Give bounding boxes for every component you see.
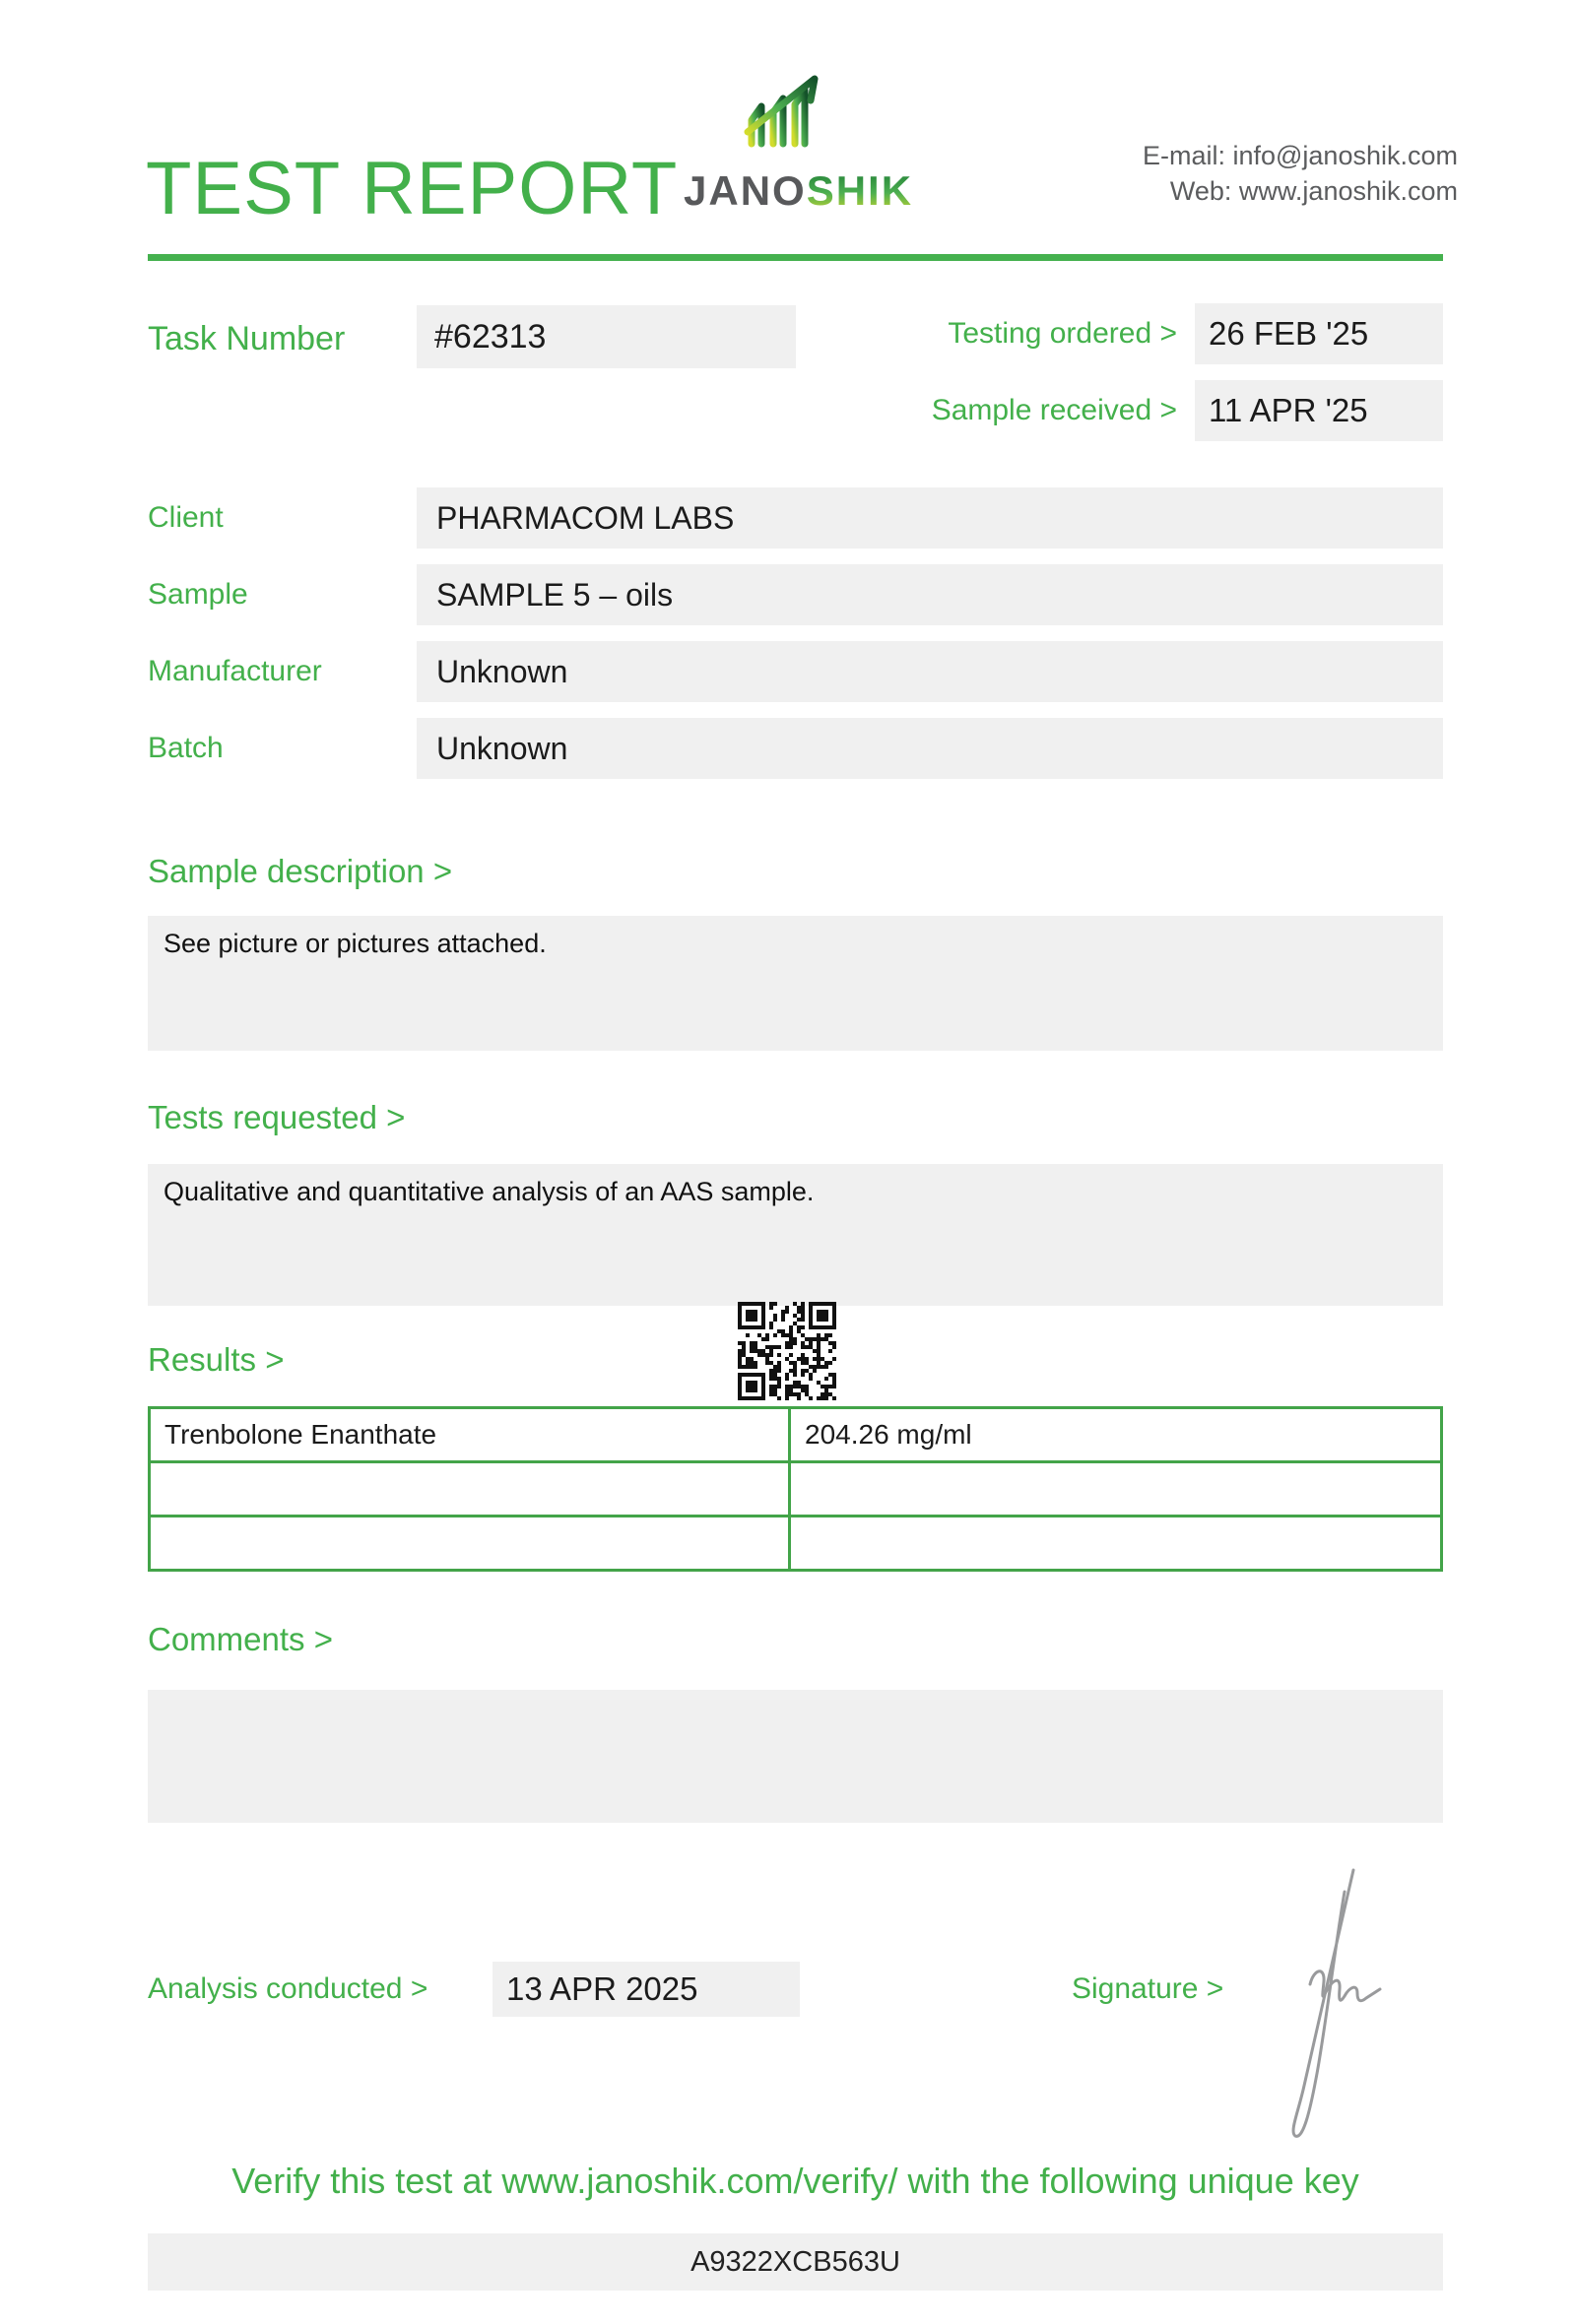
qr-code bbox=[738, 1302, 836, 1400]
logo-part-shik: SHIK bbox=[806, 167, 914, 214]
unique-key-value: A9322XCB563U bbox=[148, 2233, 1443, 2291]
results-heading: Results > bbox=[148, 1341, 285, 1378]
results-table bbox=[148, 1406, 1443, 1572]
signature-label: Signature > bbox=[1072, 1972, 1224, 2005]
logo-part-jano: JANO bbox=[684, 167, 807, 214]
client-value: PHARMACOM LABS bbox=[417, 487, 1443, 549]
signature-handwriting bbox=[1277, 1864, 1400, 2155]
client-label: Client bbox=[148, 501, 224, 534]
batch-value: Unknown bbox=[417, 718, 1443, 779]
header-divider bbox=[148, 254, 1443, 261]
email-line: E-mail: info@janoshik.com bbox=[1142, 141, 1458, 170]
sample-received-value: 11 APR '25 bbox=[1195, 380, 1443, 441]
table-row bbox=[150, 1408, 1442, 1462]
sample-description-heading: Sample description > bbox=[148, 853, 453, 889]
analysis-conducted-value: 13 APR 2025 bbox=[492, 1962, 800, 2017]
verify-instruction: Verify this test at www.janoshik.com/verify/ with the following unique key bbox=[231, 2161, 1359, 2201]
page-title: TEST REPORT bbox=[146, 147, 679, 230]
result-substance bbox=[150, 1462, 790, 1517]
testing-ordered-value: 26 FEB '25 bbox=[1195, 303, 1443, 364]
comments-heading: Comments > bbox=[148, 1621, 333, 1657]
table-row bbox=[150, 1517, 1442, 1571]
result-substance bbox=[150, 1517, 790, 1571]
sample-label: Sample bbox=[148, 578, 248, 611]
result-substance: Trenbolone Enanthate bbox=[150, 1408, 790, 1462]
task-number-value: #62313 bbox=[417, 305, 796, 368]
analysis-conducted-label: Analysis conducted > bbox=[148, 1972, 428, 2005]
testing-ordered-label: Testing ordered > bbox=[948, 317, 1177, 350]
manufacturer-value: Unknown bbox=[417, 641, 1443, 702]
batch-label: Batch bbox=[148, 732, 224, 764]
sample-received-label: Sample received > bbox=[931, 394, 1177, 426]
result-amount bbox=[790, 1462, 1442, 1517]
tests-requested-heading: Tests requested > bbox=[148, 1099, 406, 1135]
contact-block bbox=[1143, 138, 1458, 209]
sample-description-box: See picture or pictures attached. bbox=[148, 916, 1443, 1051]
comments-box bbox=[148, 1690, 1443, 1823]
table-row bbox=[150, 1462, 1442, 1517]
manufacturer-label: Manufacturer bbox=[148, 655, 322, 687]
result-amount: 204.26 mg/ml bbox=[790, 1408, 1442, 1462]
sample-value: SAMPLE 5 – oils bbox=[417, 564, 1443, 625]
growth-chart-logo-icon bbox=[744, 71, 834, 161]
task-number-label: Task Number bbox=[148, 320, 346, 357]
logo-wordmark bbox=[684, 167, 913, 215]
tests-requested-box: Qualitative and quantitative analysis of an AAS sample. bbox=[148, 1164, 1443, 1306]
result-amount bbox=[790, 1517, 1442, 1571]
web-line: Web: www.janoshik.com bbox=[1169, 176, 1458, 206]
